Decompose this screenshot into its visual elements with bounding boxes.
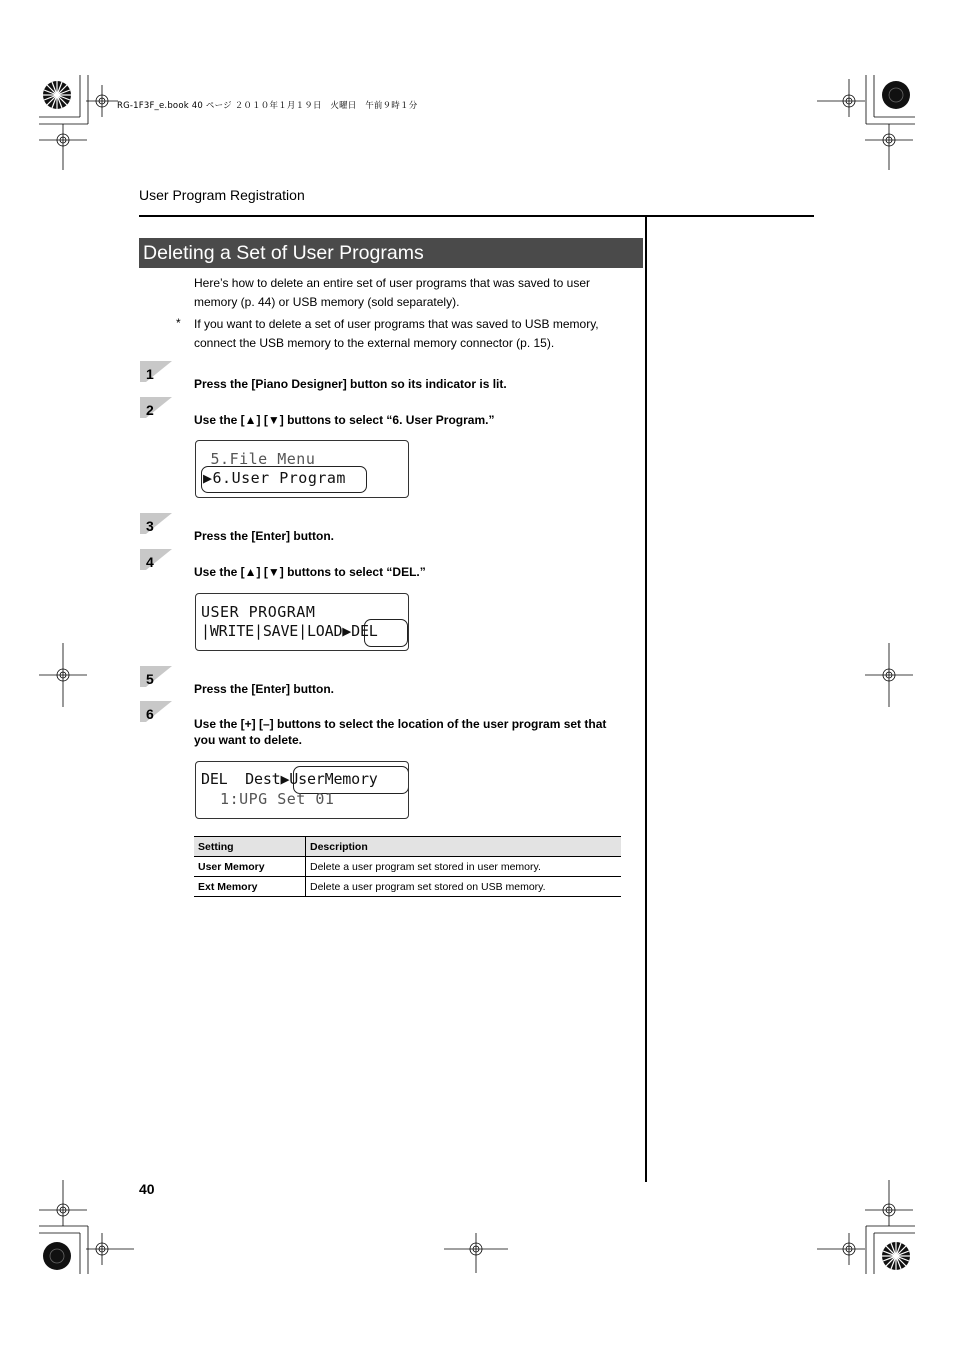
step-instruction: Press the [Piano Designer] button so its indicator is lit.	[194, 377, 507, 391]
settings-table	[194, 836, 621, 897]
lcd-screen	[195, 593, 409, 651]
step-tab-shape	[140, 701, 172, 722]
table-header-setting: Setting	[194, 837, 306, 857]
step-tab-shape	[140, 397, 172, 418]
step-number: 1	[146, 366, 154, 382]
table-header-row	[194, 837, 621, 857]
step-number: 2	[146, 402, 154, 418]
step-instruction: Use the [▲] [▼] buttons to select “DEL.”	[194, 565, 426, 579]
print-header: RG-1F3F_e.book 40 ページ ２０１０年１月１９日 火曜日 午前９時１分	[117, 101, 418, 111]
table-cell-description: Delete a user program set stored on USB memory.	[306, 877, 622, 897]
lcd-line-2: ▶6.User Program	[203, 469, 346, 487]
step-number-tab	[140, 666, 172, 687]
lcd-screen	[195, 440, 409, 498]
table-row	[194, 857, 621, 877]
page-number: 40	[139, 1181, 155, 1197]
table-row	[194, 877, 621, 897]
lcd-line-1: 5.File Menu	[201, 450, 316, 468]
step-tab-shape	[140, 666, 172, 687]
step-number-tab	[140, 549, 172, 570]
step-instruction: Press the [Enter] button.	[194, 529, 335, 543]
note-text: If you want to delete a set of user programs that was saved to USB memory, connect the USB memory to the external memory connector (p. 15).	[194, 317, 599, 350]
step-number: 3	[146, 518, 154, 534]
step-tab-shape	[140, 361, 172, 382]
table-cell-setting: Ext Memory	[194, 877, 306, 897]
lcd-line-1: DEL Dest▶UserMemory	[201, 770, 378, 788]
step-instruction: Use the [▲] [▼] buttons to select “6. User Program.”	[194, 413, 495, 427]
column-rule	[645, 216, 647, 1182]
lcd-line-1: USER PROGRAM	[201, 603, 316, 621]
table-cell-description: Delete a user program set stored in user memory.	[306, 857, 622, 877]
step-tab-shape	[140, 549, 172, 570]
lcd-line-2: |WRITE|SAVE|LOAD▶DEL	[201, 622, 378, 640]
step-instruction: Press the [Enter] button.	[194, 682, 335, 696]
lcd-screen	[195, 761, 409, 819]
step-instruction: Use the [+] [–] buttons to select the location of the user program set that you want to delete.	[194, 717, 607, 747]
step-tab-shape	[140, 513, 172, 534]
intro-paragraph: Here’s how to delete an entire set of user programs that was saved to user memory (p. 44) or USB memory (sold separately).	[194, 276, 590, 309]
note-asterisk: *	[176, 316, 181, 330]
table-cell-setting: User Memory	[194, 857, 306, 877]
step-number: 4	[146, 554, 154, 570]
lcd-line-2: 1:UPG Set 01	[201, 790, 335, 808]
step-number-tab	[140, 701, 172, 722]
step-number-tab	[140, 361, 172, 382]
step-number-tab	[140, 513, 172, 534]
step-number: 5	[146, 671, 154, 687]
table-header-description: Description	[306, 837, 622, 857]
header-rule	[139, 215, 814, 217]
section-title: Deleting a Set of User Programs	[139, 238, 643, 268]
step-number: 6	[146, 706, 154, 722]
running-head: User Program Registration	[139, 187, 305, 203]
step-number-tab	[140, 397, 172, 418]
